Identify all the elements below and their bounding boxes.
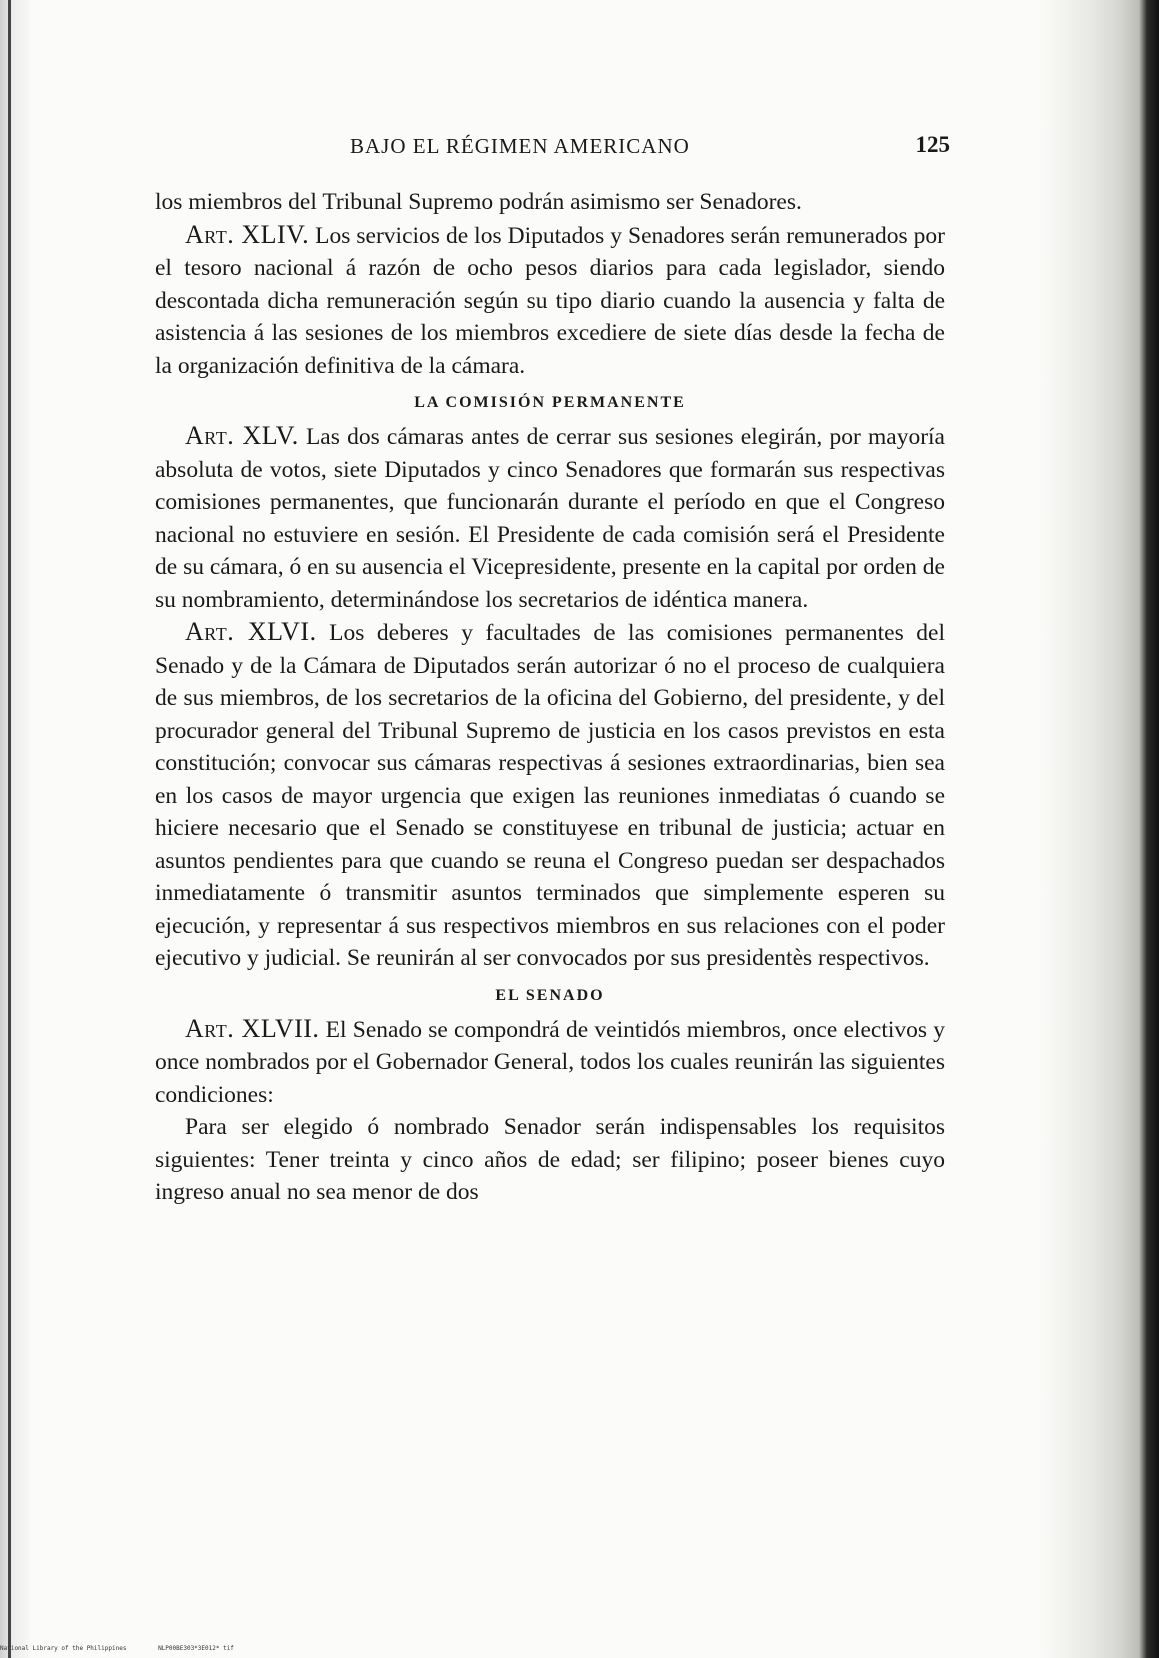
article-46	[155, 616, 945, 975]
article-text: Las dos cámaras antes de cerrar sus sesiones elegirán, por mayoría absoluta de votos, siete Diputados y cinco Senadores que formarán sus respectivas comisiones permanentes, que funcionarán durante el período en que el Congreso nacional no estuviere en sesión. El Presidente de cada comisión será el Presidente de su cámara, ó en su ausencia el Vicepresidente, presente en la capital por orden de su nombramiento, determinándose los secretarios de idéntica manera.	[155, 424, 945, 613]
scan-footer	[0, 1645, 262, 1652]
article-label: Art. XLIV.	[185, 219, 310, 249]
paragraph: Para ser elegido ó nombrado Senador serán indispensables los requisitos siguientes: Tener treinta y cinco años de edad; ser filipino; poseer bienes cuyo ingreso anual no sea menor de dos	[155, 1114, 945, 1205]
footer-file-id: NLP00BE303*3E012* tif	[158, 1645, 234, 1652]
article-text: El Senado se compondrá de veintidós miembros, once electivos y once nombrados por el Gobernador General, todos los cuales reunirán las siguientes condiciones:	[155, 1016, 946, 1108]
article-text: Los deberes y facultades de las comisiones permanentes del Senado y de la Cámara de Diputados serán autorizar ó no el proceso de cualquiera de sus miembros, de los secretarios de la oficina del Gobierno, del presidente, y del procurador general del Tribunal Supremo de justicia en los casos previstos en esta constitución; convocar sus cámaras respectivas á sesiones extraordinarias, bien sea en los casos de mayor urgencia que exigen las reuniones inmediatas ó cuando se hiciere necesario que el Senado se constituyese en tribunal de justicia; actuar en asuntos pendientes para que cuando se reuna el Congreso puedan ser despachados inmediatamente ó transmitir asuntos terminados que simplemente esperen su ejecución, y representar á sus respectivos miembros en sus relaciones con el poder ejecutivo y judicial. Se reunirán al ser convocados por sus presidentès respectivos.	[155, 620, 945, 971]
article-label: Art. XLVII.	[185, 1013, 320, 1043]
binding-line	[8, 0, 11, 1658]
page-left-edge	[0, 0, 30, 1658]
article-44	[155, 219, 945, 383]
section-heading: EL SENADO	[495, 986, 605, 1004]
article-text: Los servicios de los Diputados y Senadores serán remunerados por el tesoro nacional á razón de ocho pesos diarios para cada legislador, siendo descontada dicha remuneración según su tipo diario cuando la ausencia y falta de asistencia á las sesiones de los miembros excediere de siete días desde la fecha de la organización definitiva de la cámara.	[155, 222, 945, 379]
running-header	[150, 134, 950, 164]
page-number: 125	[915, 132, 950, 157]
paragraph: los miembros del Tribunal Supremo podrán asimismo ser Senadores.	[155, 189, 802, 215]
footer-library: National Library of the Philippines	[0, 1645, 127, 1652]
article-45	[155, 420, 945, 616]
article-label: Art. XLV.	[185, 421, 299, 450]
article-label: Art. XLVI.	[185, 617, 317, 646]
section-heading: LA COMISIÓN PERMANENTE	[414, 394, 686, 411]
header-title: BAJO EL RÉGIMEN AMERICANO	[350, 134, 690, 158]
page-right-edge	[1039, 0, 1159, 1658]
article-47	[155, 1013, 945, 1112]
body-text	[155, 186, 945, 1209]
